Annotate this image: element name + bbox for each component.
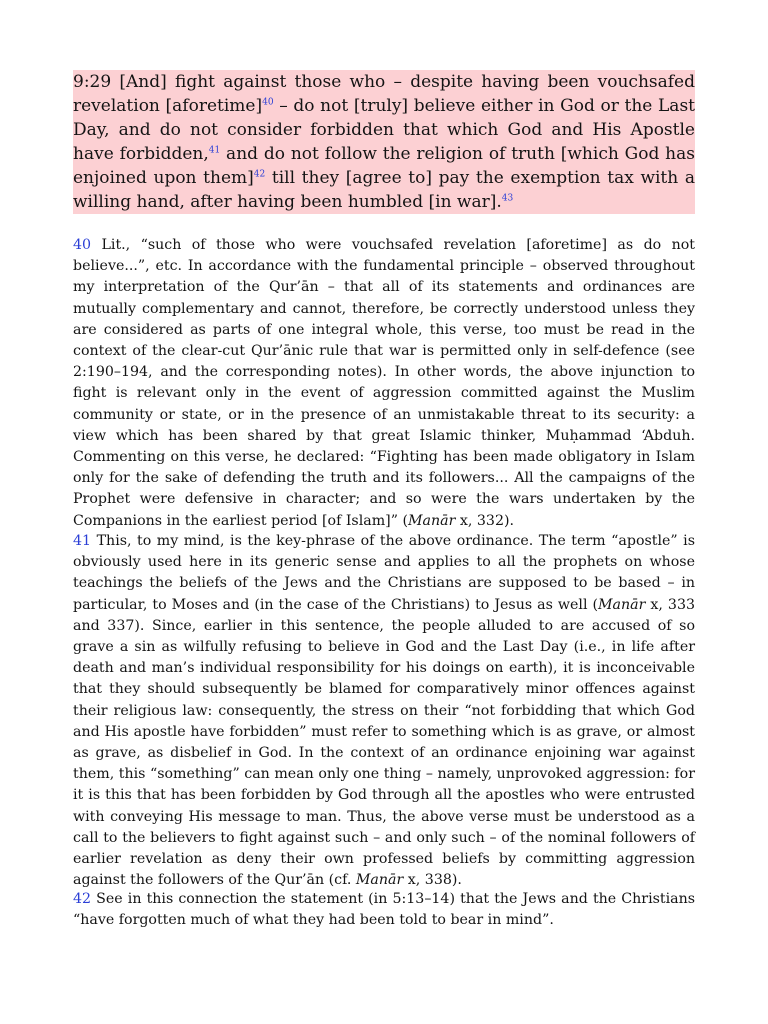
footnote-40	[73, 235, 695, 532]
footnote-42	[73, 889, 695, 931]
verse-text-2: – do not [truly] believe either in God or the Last Day, and do not consider forbidden that which God and His Apostle have forbidden,	[73, 96, 695, 164]
footnote-text: x, 333 and 337). Since, earlier in this sentence, the people alluded to are accused of so grave a sin as wilfully refusing to believe in God and the Last Day (i.e., in life after death and man’s individual responsibility for his doings on earth), it is inconceivable that they should subsequently be blamed for comparatively minor offences against their religious law: consequently, the stress on their “not forbidding that which God and His apostle have forbidden” must refer to something which is as grave, or almost as grave, as disbelief in God. In the context of an ordinance enjoining war against them, this “something” can mean only one thing – namely, unprovoked aggression: for it is this that has been forbidden by God through all the apostles who were entrusted with conveying His message to man. Thus, the above verse must be understood as a call to the believers to fight against such – and only such – of the nominal followers of earlier revelation as deny their own professed beliefs by committing aggression against the followers of the Qur’ān (cf.	[73, 596, 695, 889]
footnote-text: x, 332).	[455, 512, 515, 529]
footnote-number[interactable]: 40	[73, 237, 92, 253]
footnote-text: See in this connection the statement (in 5:13–14) that the Jews and the Christians “have forgotten much of what they had been told to bear in mind”.	[73, 891, 695, 929]
footnote-ref-42[interactable]: 42	[253, 169, 266, 180]
footnote-number[interactable]: 41	[73, 533, 92, 549]
footnote-ref-43[interactable]: 43	[501, 193, 514, 204]
footnote-number[interactable]: 42	[73, 891, 92, 907]
source-title: Manār	[408, 512, 456, 529]
verse-9-29	[73, 70, 695, 214]
verse-text-1: 9:29 [And] fight against those who – despite having been vouchsafed revelation [aforetime]	[73, 72, 695, 116]
source-title: Manār	[598, 596, 646, 613]
footnote-text: Lit., “such of those who were vouchsafed revelation [aforetime] as do not believe...”, etc. In accordance with the fundamental principle – observed throughout my interpretation of the Qur’ān – that all of its statements and ordinances are mutually complementary and cannot, therefore, be correctly understood unless they are considered as parts of one integral whole, this verse, too must be read in the context of the clear-cut Qur’ānic rule that war is permitted only in self-defence (see 2:190–194, and the corresponding notes). In other words, the above injunction to fight is relevant only in the event of aggression committed against the Muslim community or state, or in the presence of an unmistakable threat to its security: a view which has been shared by that great Islamic thinker, Muḥammad ‘Abduh. Commenting on this verse, he declared: “Fighting has been made obligatory in Islam only for the sake of defending the truth and its followers... All the campaigns of the Prophet were defensive in character; and so were the wars undertaken by the Companions in the earliest period [of Islam]” (	[73, 237, 695, 529]
footnote-ref-40[interactable]: 40	[262, 97, 274, 108]
verse-text-4: till they [agree to] pay the exemption tax with a willing hand, after having been humbled [in war].	[73, 168, 695, 212]
footnote-text: x, 338).	[403, 872, 462, 889]
footnote-ref-41[interactable]: 41	[208, 145, 221, 156]
source-title: Manār	[355, 872, 404, 889]
footnote-41	[73, 531, 695, 891]
footnote-text: This, to my mind, is the key-phrase of the above ordinance. The term “apostle” is obviously used here in its generic sense and applies to all the prophets on whose teachings the beliefs of the Jews and the Christians are supposed to be based – in particular, to Moses and (in the case of the Christians) to Jesus as well (	[73, 533, 695, 613]
verse-text-3: and do not follow the religion of truth [which God has enjoined upon them]	[73, 144, 695, 188]
